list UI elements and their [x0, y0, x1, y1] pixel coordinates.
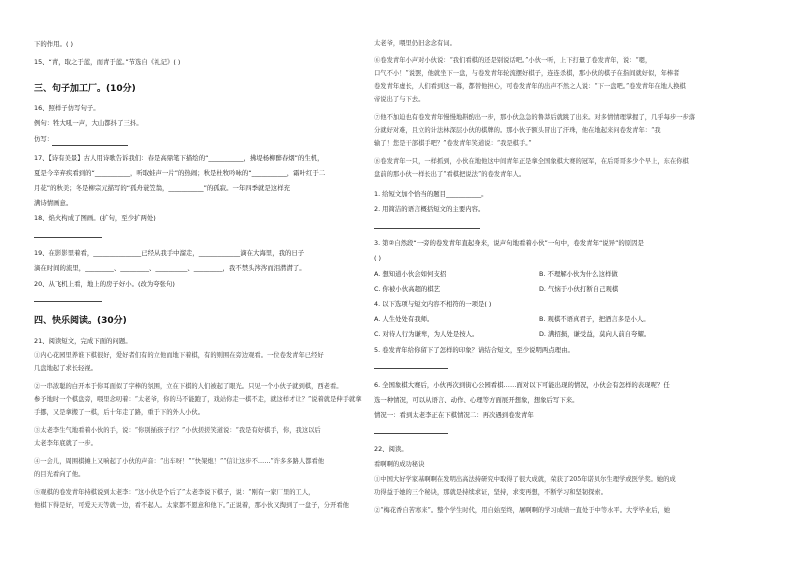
question-20: 20、从飞机上看，地上的房子好小。(改为夸张句)	[34, 280, 175, 288]
option-3a: A. 想知道小伙会如何支招	[374, 270, 447, 278]
question-17-line-c: 月花”的秋美；冬是柳宗元描写的“孤舟蓑笠翁，___________”的孤寂。一年四季就是这样充	[34, 184, 290, 192]
question-21: 21、阅读短文，完成下面的问题。	[34, 337, 132, 345]
answer-line	[374, 228, 480, 229]
section-3-heading: 三、句子加工厂。(10分)	[34, 84, 136, 94]
passage-22-para-2a: ②“梅花香自苦寒来”。整个学生时代，用自始至终，屠啊啊的学习成绩一直处于中等水平。大学毕业后，她	[374, 507, 671, 514]
passage-para-5a: ⑤观棋的卷发青年持棋说到太老李：“这小伙是个后了”太老李说下棋子，说：“刚有一家厂里的工人，	[34, 489, 315, 496]
left-line-01: 下的作用。( )	[34, 40, 73, 48]
passage-22-para-1b: 功得益于她的三个秘诀，那就是持续求证，坚持，求变再想，不断学习和坚韧探索。	[374, 489, 607, 496]
sub-question-6-line-b: 选一种情况，可以从语言、动作、心理等方面展开想象，想象后写下来。	[374, 396, 579, 404]
section-4-heading: 四、快乐阅读。(30分)	[34, 316, 127, 326]
answer-line	[374, 368, 448, 369]
passage-para-6a: ⑥卷发青年小声对小伙说：“我们看棋的还是别说话吧。”小伙一听，上下打量了卷发青年，说：“嗯，	[374, 57, 652, 64]
passage-para-4a: ④一会儿，周围棋摊上又响起了小伙的声音：“出车呀！”“快架炮！”“信让这步不……”许多多路人都看他	[34, 458, 325, 465]
passage-para-3a: ③太老李生气地看着小伙的手，说：“你别插孩子行？”小伙搓搓笑道说：“我是有好棋手，你，我这以后	[34, 427, 321, 434]
option-4a: A. 人生处处有我师。	[374, 315, 434, 323]
passage-para-7c: 输了！您是干部棋手吧？”卷发青年笑道说：“我是棋手。”	[374, 140, 532, 147]
passage-para-2b: 参予地时一个棋盘旁，喂里念叨着：“太老爷，你的马不能跑了，戏站你走一棋不走，就这样才让？”说着就是伸手就拿	[34, 396, 362, 403]
sub-question-4: 4. 以下选项与短文内容不相符的一项是( )	[374, 300, 492, 308]
sub-question-5: 5. 卷发青年给你留下了怎样的印象？请结合短文，至少说明两点理由。	[374, 346, 574, 354]
sub-question-3: 3. 第②自然段“一旁的卷发青年直起身来，说声句地看着小伙”一句中，卷发青年“说异”的原因是	[374, 239, 644, 247]
question-16-example: 例句：牲大吼一声，大山都抖了三抖。	[34, 119, 143, 127]
answer-line	[52, 145, 128, 146]
answer-line	[34, 237, 102, 238]
option-4b: B. 观棋不语真君子，把酒言多是小人。	[539, 315, 650, 323]
sub-question-6-line-a: 6. 全国象棋大赛后，小伙再次到街心公园看棋……面对以下可能出现的情况，小伙会有怎样的表现呢？任	[374, 381, 670, 389]
passage-para-5b: 他棋下得是好，可爱天天等就一边，看不起人。太家都不愿意和他下。”正说着，那小伙又掏到了一盘子，分开看他	[34, 502, 349, 509]
question-17-line-d: 满诗情画意。	[34, 199, 73, 207]
option-4d: D. 满招损，谦受益，莫向人前自夸耀。	[539, 330, 651, 338]
option-3d: D. 气恼于小伙打断自己观棋	[539, 285, 619, 293]
question-18: 18、焰火构成了图画。(扩句，至少扩两处)	[34, 214, 156, 222]
passage-para-4b: 的目光看向了他。	[34, 471, 85, 478]
passage-para-6d: 帝说出了与下去。	[374, 96, 425, 103]
sub-question-6-line-c: 情况一：看到太老李正在下棋情况二：再次遇到卷发青年	[374, 411, 534, 419]
passage-para-2c: 手挪，又是拿搬了一棋，后十年走了路，重于下的外人小伙。	[34, 409, 205, 416]
sub-question-3-paren: ( )	[374, 254, 382, 262]
question-17-line-b: 夏是今辛弃疾看到的“___________，听取蛙声一片”的热闹；秋是杜牧吟咏的“___________，霜叶红于二	[34, 169, 326, 177]
answer-line	[374, 433, 448, 434]
question-19-line-a: 19、在影影里着看，_______________已经从我手中溜走，_____________滴在大海里，我的日子	[34, 249, 305, 257]
question-15: 15、“青，取之于蓝，而青于蓝。”节选自《礼记》( )	[34, 58, 181, 66]
passage-para-8b: 盘前的那小伙一样长出了“看棋把说法”的卷发青年人。	[374, 171, 526, 178]
passage-para-3b: 太老李年底就了一步。	[34, 440, 97, 447]
passage-para-7b: 分就好对难，且立的计法林深层小伙的棋牌的。那小伙子额头冒出了汗珠，他在地起来问卷发青年：“我	[374, 127, 661, 134]
sub-question-2: 2. 用简洁的语言概括短文的主要内容。	[374, 205, 485, 213]
question-22: 22、阅读。	[374, 445, 408, 453]
question-16: 16、照样子仿写句子。	[34, 104, 100, 112]
passage-para-6b: 口气不小！”说罢，他就坐下一盘，与卷发青年轮流摆好棋子，连连杀棋，那小伙的棋子在指间就好似，年棒者	[374, 70, 680, 77]
sub-question-1: 1. 给短文加个恰当的题目___________。	[374, 190, 488, 198]
passage-cont-line: 太老爷，喂里仍旧念念有词。	[374, 40, 456, 47]
passage-para-7a: ⑦他不加迫也有卷发青年慢慢地斟酌出一步，那小伙急急的鲁莽后就跳了出来。对多情情理掌握了，几乎每步一步落	[374, 114, 696, 121]
question-16-write: 仿写：	[34, 135, 54, 143]
passage-para-6c: 卷发青年虚长，人们看到这一幕，都替他担心，可卷发青年的出声不然之人说：“下一盘吧。”卷发青年在地人换棋	[374, 83, 686, 90]
question-17-line-a: 17、【诗有美景】古人用诗歌告诉我们：春是高鼎笔下描绘的“___________，拂堤杨柳醉春烟”的生机，	[34, 154, 324, 162]
option-4c: C. 对待人行为谦卑，为人处是按人。	[374, 330, 479, 338]
passage-para-1: ①内心花园里养谁下棋很好，爱好者们有的立他而地下着棋，有的则围在旁边观看。一位卷发青年已经好	[34, 352, 324, 359]
option-3c: C. 你被小伙高超的棋艺	[374, 285, 441, 293]
passage-para-2a: ②一串浓聪的白开本于你耳面似了字棒的氛围，立在下棋的人们被起了眼光。只见一个小伙子就到棋，西老看。	[34, 383, 343, 390]
passage-22-title: 看啊啊的成功秘诀	[374, 461, 425, 468]
passage-22-para-1a: ①中国大好学家基啊啊在发明出高法持研究中取得了很大成就，荣获了205年诺贝尔生理学或医学奖。她的成	[374, 476, 676, 483]
answer-line	[34, 301, 102, 302]
passage-para-1b: 几盘地起了求长轻视。	[34, 365, 97, 372]
passage-para-8a: ⑧卷发青年一只，一样抓到，小伙在地他这中间青年正是拿全国象棋大赛的冠军，在后哥哥多少个早上，东在你棋	[374, 158, 689, 165]
option-3b: B. 不理解小伙为什么这样做	[539, 270, 618, 278]
question-19-line-b: 滴在时间的流里，_________、_________、__________、_________，我不禁头涔涔而泪潸潸了。	[34, 264, 306, 272]
